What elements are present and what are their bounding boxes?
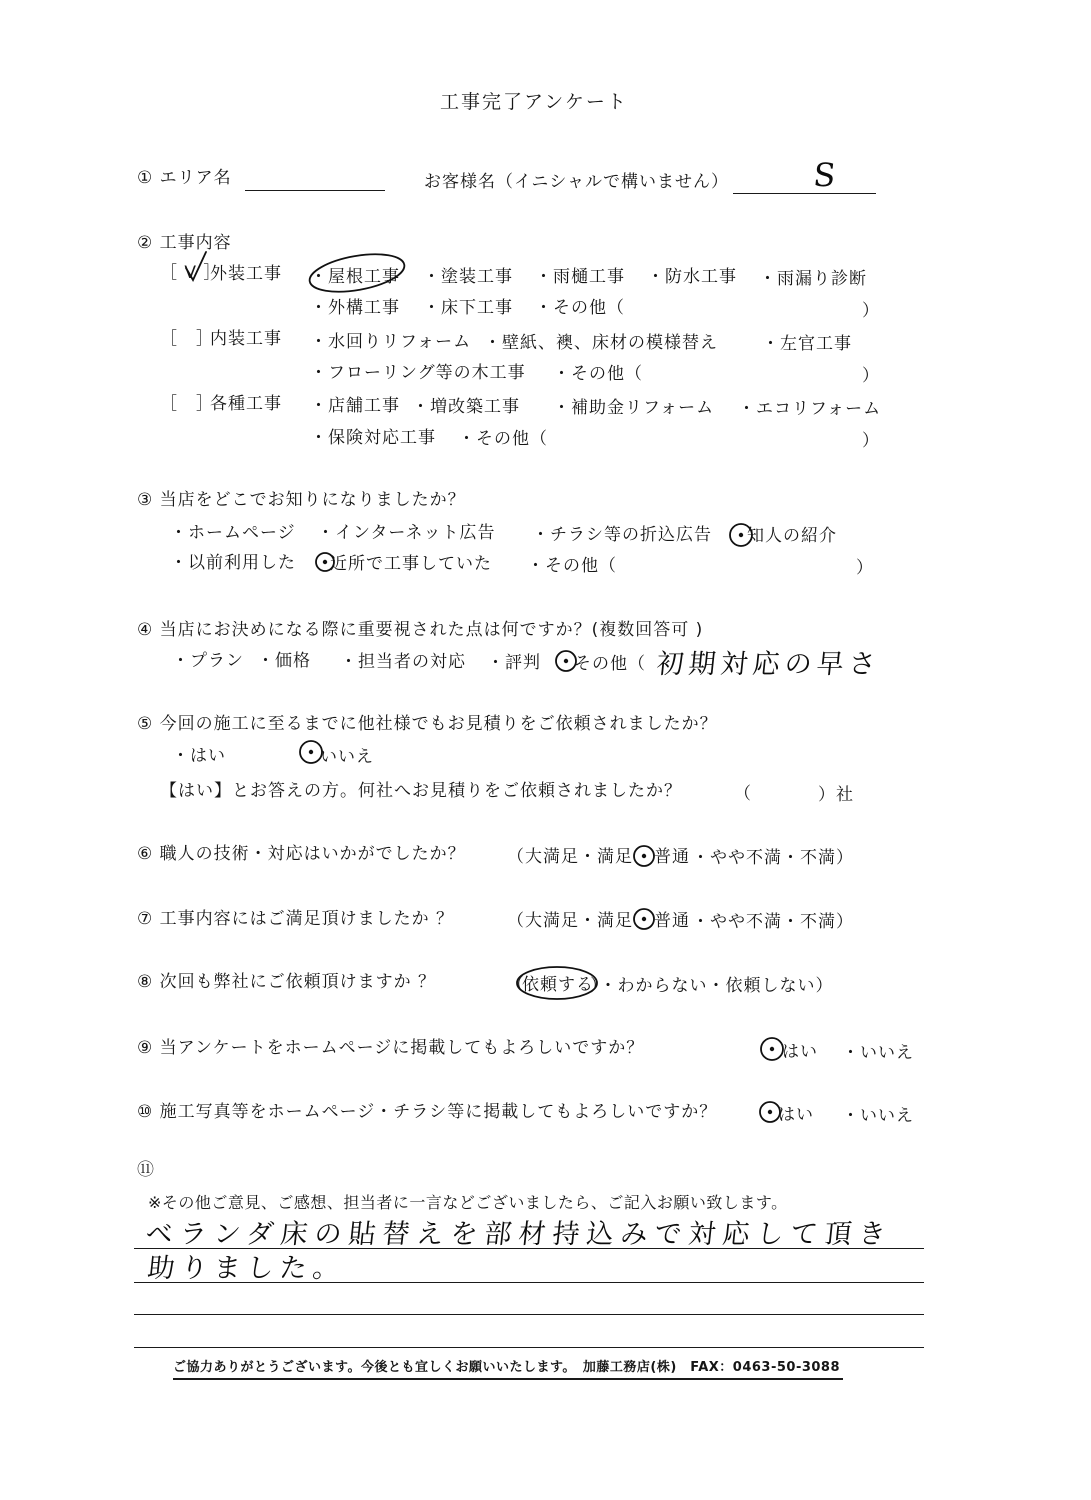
exterior-option-other[interactable]: ・その他（ [535,298,625,318]
q4-option-plan[interactable]: ・プラン [172,651,244,671]
exterior-option-roof[interactable]: ・屋根工事 [310,267,400,287]
q9-label: ⑨ 当アンケートをホームページに掲載してもよろしいですか？ [137,1038,645,1058]
q4-option-reputation[interactable]: ・評判 [487,653,541,673]
q3-option-internet[interactable]: ・インターネット広告 [317,523,496,543]
q2-label: ② 工事内容 [137,233,232,253]
various-option-subsidy[interactable]: ・補助金リフォーム [553,398,715,418]
interior-option-other[interactable]: ・その他（ [553,364,643,384]
various-other-close: ） [862,431,880,451]
q10-label: ⑩ 施工写真等をホームページ・チラシ等に掲載してもよろしいですか？ [137,1102,718,1122]
exterior-check-mark [186,252,206,280]
q8-options-after[interactable]: ）・わからない・依頼しない） [590,976,834,996]
exterior-option-exterior-structure[interactable]: ・外構工事 [310,298,400,318]
q11-label: ⑪ [137,1160,155,1180]
interior-category: 内装工事 [210,329,282,349]
various-option-shop[interactable]: ・店舗工事 [310,396,400,416]
various-category: 各種工事 [210,394,282,414]
q11-note: ※その他ご意見、ご感想、担当者に一言などございましたら、ご記入お願い致します。 [148,1193,788,1212]
survey-title: 工事完了アンケート [440,91,628,113]
interior-option-wallpaper[interactable]: ・壁紙、襖、床材の模様替え [484,333,718,353]
customer-label: お客様名（イニシャルで構いません） [424,172,729,192]
exterior-option-waterproof[interactable]: ・防水工事 [647,267,737,287]
various-option-eco[interactable]: ・エコリフォーム [738,399,882,419]
q6-options-before[interactable]: （大満足・満足 [507,847,633,867]
various-option-insurance[interactable]: ・保険対応工事 [310,428,436,448]
q4-label: ④ 当店にお決めになる際に重要視された点は何ですか？(複数回答可 ) [137,620,704,640]
q8-paren-open: （ [507,975,525,995]
q7-label: ⑦ 工事内容にはご満足頂けましたか ？ [137,909,455,929]
q5-followup: 【はい】とお答えの方。何社へお見積りをご依頼されましたか？ [160,781,682,801]
footer-text: ご協力ありがとうございます。今後とも宜しくお願いいたします。 加藤工務店(株) FAX：0463-50-3088 [173,1360,841,1375]
q5-option-yes[interactable]: ・はい [172,746,226,766]
customer-initial[interactable]: S [811,156,843,194]
q6-option-normal[interactable]: 普通 [654,847,690,867]
q8-request-selection-circle [517,967,597,999]
interior-option-water[interactable]: ・水回りリフォーム [310,332,472,352]
q6-label: ⑥ 職人の技術・対応はいかがでしたか？ [137,844,466,864]
q3-option-homepage[interactable]: ・ホームページ [170,523,296,543]
q3-option-other[interactable]: ・その他（ [527,556,617,576]
q7-options-after[interactable]: ・やや不満・不満） [692,912,854,932]
exterior-option-leak[interactable]: ・雨漏り診断 [759,269,867,289]
exterior-category: 外装工事 [210,264,282,284]
q4-option-price[interactable]: ・価格 [257,651,311,671]
q5-option-no[interactable]: いいえ [320,747,374,767]
various-option-other[interactable]: ・その他（ [458,429,548,449]
q3-option-neighborhood[interactable]: 近所で工事していた [330,554,492,574]
q8-option-request[interactable]: 依頼する [522,975,594,995]
q8-label: ⑧ 次回も弊社にご依頼頂けますか ？ [137,972,437,992]
q9-option-no[interactable]: ・いいえ [842,1043,914,1063]
exterior-other-close: ） [862,301,880,321]
q3-label: ③ 当店をどこでお知りになりましたか？ [137,490,466,510]
q10-option-yes[interactable]: はい [778,1105,814,1125]
q3-option-flyer[interactable]: ・チラシ等の折込広告 [532,525,712,545]
q5-label: ⑤ 今回の施工に至るまでに他社様でもお見積りをご依頼されましたか？ [137,714,718,734]
q4-option-staff[interactable]: ・担当者の対応 [340,652,466,672]
q3-option-acquaintance[interactable]: 知人の紹介 [747,526,837,546]
q4-option-other[interactable]: その他（ [574,654,646,674]
various-checkbox[interactable]: ［ ］ [160,394,214,414]
interior-checkbox[interactable]: ［ ］ [160,329,214,349]
interior-option-flooring[interactable]: ・フローリング等の木工事 [310,363,526,383]
q6-options-after[interactable]: ・やや不満・不満） [692,848,854,868]
exterior-option-gutter[interactable]: ・雨樋工事 [535,267,625,287]
q7-option-normal[interactable]: 普通 [654,911,690,931]
exterior-option-underfloor[interactable]: ・床下工事 [423,298,513,318]
exterior-checkbox[interactable]: ［ V ］ [160,263,222,283]
q5-count-close: ）社 [818,785,854,805]
q7-options-before[interactable]: （大満足・満足 [507,911,633,931]
q10-option-no[interactable]: ・いいえ [842,1106,914,1126]
interior-other-close: ） [862,366,880,386]
roof-selection-circle [307,248,407,298]
q3-other-close: ） [856,558,874,578]
q3-option-previous[interactable]: ・以前利用した [170,553,296,573]
area-label: ① エリア名 [137,168,232,188]
various-option-extension[interactable]: ・増改築工事 [412,397,520,417]
exterior-option-paint[interactable]: ・塗装工事 [423,267,513,287]
q5-count-open: （ [734,784,752,804]
q11-comment-line2[interactable]: 助りました。 [146,1253,348,1284]
q9-option-yes[interactable]: はい [782,1042,818,1062]
q4-other-value[interactable]: 初期対応の早さ [655,649,883,680]
q11-comment-line1[interactable]: ベランダ床の貼替えを部材持込みで対応して頂き [144,1219,895,1250]
interior-option-plaster[interactable]: ・左官工事 [762,334,852,354]
